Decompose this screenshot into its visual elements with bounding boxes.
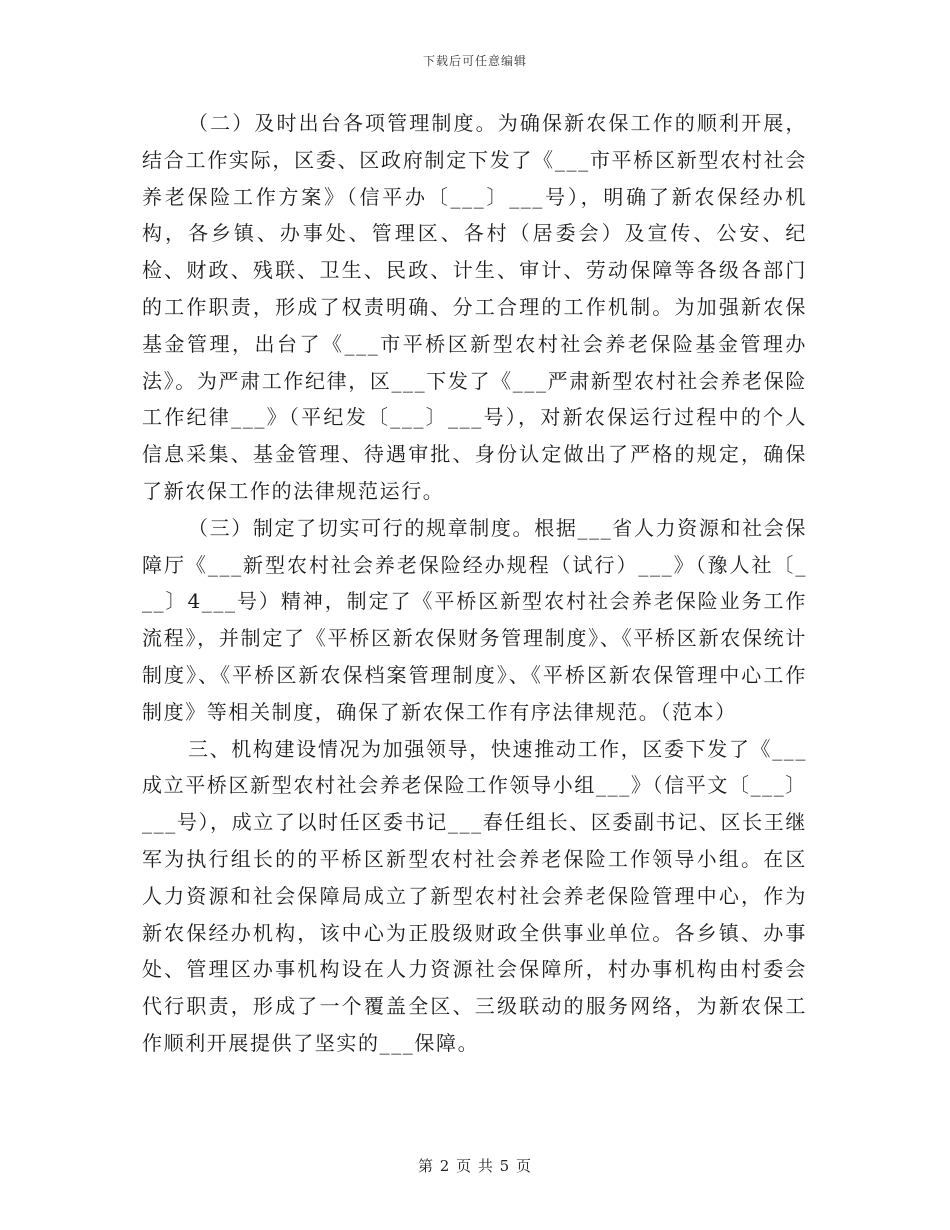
document-body — [142, 105, 807, 1062]
page-header-note: 下载后可任意编辑 — [422, 54, 527, 68]
page-number: 第 2 页 共 5 页 — [418, 1157, 532, 1175]
paragraph-rules-and-regulations: （三）制定了切实可行的规章制度。根据___省人力资源和社会保障厅《___新型农村社会养老保险经办规程（试行）___》（豫人社〔___〕4___号）精神，制定了《平桥区新型农村社会养老保险业务工作流程》，并制定了《平桥区新农保财务管理制度》、《平桥区新农保统计制度》、《平桥区新农保档案管理制度》、《平桥区新农保管理中心工作制度》等相关制度，确保了新农保工作有序法律规范。（范本） — [142, 515, 807, 724]
paragraph-management-systems: （二）及时出台各项管理制度。为确保新农保工作的顺利开展，结合工作实际，区委、区政府制定下发了《___市平桥区新型农村社会养老保险工作方案》（信平办〔___〕___号），明确了新农保经办机构，各乡镇、办事处、管理区、各村（居委会）及宣传、公安、纪检、财政、残联、卫生、民政、计生、审计、劳动保障等各级各部门的工作职责，形成了权责明确、分工合理的工作机制。为加强新农保基金管理，出台了《___市平桥区新型农村社会养老保险基金管理办法》。为严肃工作纪律，区___下发了《___严肃新型农村社会养老保险工作纪律___》（平纪发〔___〕___号），对新农保运行过程中的个人信息采集、基金管理、待遇审批、身份认定做出了严格的规定，确保了新农保工作的法律规范运行。 — [142, 111, 807, 503]
paragraph-institution-building: 三、机构建设情况为加强领导，快速推动工作，区委下发了《___成立平桥区新型农村社会养老保险工作领导小组___》（信平文〔___〕___号），成立了以时任区委书记___春任组长、区委副书记、区长王继军为执行组长的的平桥区新型农村社会养老保险工作领导小组。在区人力资源和社会保障局成立了新型农村社会养老保险管理中心，作为新农保经办机构，该中心为正股级财政全供事业单位。各乡镇、办事处、管理区办事机构设在人力资源社会保障所，村办事机构由村委会代行职责，形成了一个覆盖全区、三级联动的服务网络，为新农保工作顺利开展提供了坚实的___保障。 — [142, 736, 807, 1055]
